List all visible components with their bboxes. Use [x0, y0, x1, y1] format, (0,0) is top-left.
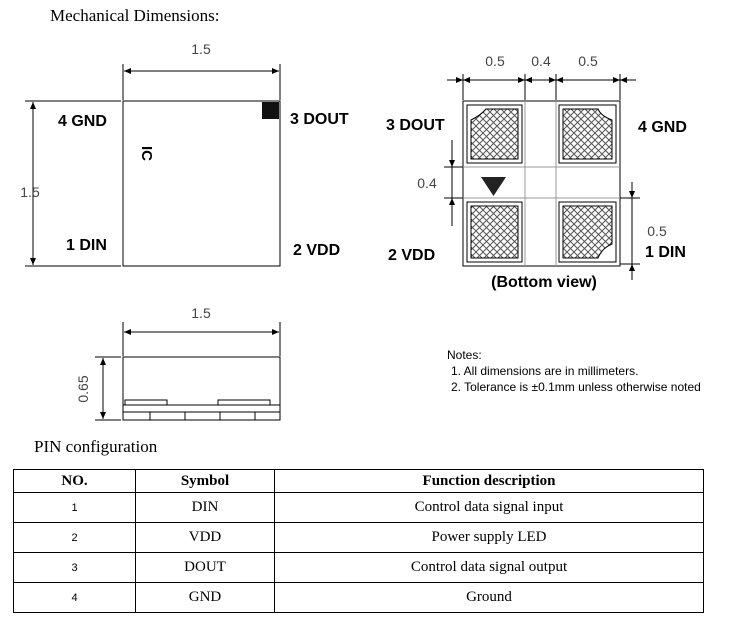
top-height-label: 1.5 [20, 184, 40, 200]
bottom-pad-gnd [559, 105, 616, 163]
table-header-row [14, 470, 704, 493]
side-pad-left [125, 400, 167, 405]
table-row [14, 523, 704, 553]
pin-number-cell: 4 [14, 583, 136, 613]
top-width-label: 1.5 [191, 41, 211, 57]
top-pin-din-label: 1 DIN [66, 237, 107, 254]
pin-symbol-cell: DOUT [136, 553, 275, 583]
side-width-label: 1.5 [191, 305, 211, 321]
bottom-vertical-gap-label: 0.4 [417, 175, 437, 191]
pin-configuration-heading: PIN configuration [34, 437, 158, 456]
bottom-pad-width-right-label: 0.5 [578, 53, 598, 69]
column-header-symbol: Symbol [136, 470, 275, 493]
chip-label: IC [138, 146, 155, 161]
pin-number-cell: 3 [14, 553, 136, 583]
note-item-1: 1. All dimensions are in millimeters. [451, 364, 639, 378]
column-header-function: Function description [275, 470, 704, 493]
bottom-pin-dout-label: 3 DOUT [386, 117, 445, 134]
pin-number-cell: 2 [14, 523, 136, 553]
table-row [14, 583, 704, 613]
note-item-2: 2. Tolerance is ±0.1mm unless otherwise noted [451, 380, 701, 394]
side-view [75, 305, 280, 420]
pin-function-cell: Ground [275, 583, 704, 613]
top-pin-gnd-label: 4 GND [58, 113, 107, 130]
bottom-pad-width-left-label: 0.5 [485, 53, 505, 69]
bottom-pad-height-label: 0.5 [647, 223, 667, 239]
side-pad-right [218, 400, 270, 405]
bottom-pin-din-label: 1 DIN [645, 244, 686, 261]
pin-one-marker [262, 102, 279, 119]
pin-symbol-cell: VDD [136, 523, 275, 553]
notes-title: Notes: [447, 348, 482, 362]
pin-function-cell: Power supply LED [275, 523, 704, 553]
bottom-gap-label: 0.4 [531, 53, 551, 69]
pin-number-cell: 1 [14, 493, 136, 523]
notes [447, 347, 701, 395]
side-height-label: 0.65 [75, 375, 91, 403]
pin-function-cell: Control data signal output [275, 553, 704, 583]
bottom-pad-dout [467, 105, 522, 163]
pin-symbol-cell: DIN [136, 493, 275, 523]
top-pin-vdd-label: 2 VDD [293, 242, 341, 259]
top-view [20, 41, 349, 266]
pin-configuration-table [13, 469, 704, 613]
mechanical-dimensions-heading: Mechanical Dimensions: [50, 6, 220, 25]
side-view-package-outline [123, 357, 280, 420]
bottom-pad-din [559, 202, 616, 262]
bottom-pad-vdd [467, 202, 522, 262]
pin-symbol-cell: GND [136, 583, 275, 613]
table-row [14, 493, 704, 523]
table-row [14, 553, 704, 583]
column-header-no: NO. [14, 470, 136, 493]
bottom-view-caption: (Bottom view) [491, 274, 597, 291]
top-pin-dout-label: 3 DOUT [290, 111, 349, 128]
top-view-package-outline [123, 101, 280, 266]
bottom-pin-vdd-label: 2 VDD [388, 247, 436, 264]
bottom-pin-gnd-label: 4 GND [638, 119, 687, 136]
pin-function-cell: Control data signal input [275, 493, 704, 523]
bottom-view [386, 53, 687, 291]
